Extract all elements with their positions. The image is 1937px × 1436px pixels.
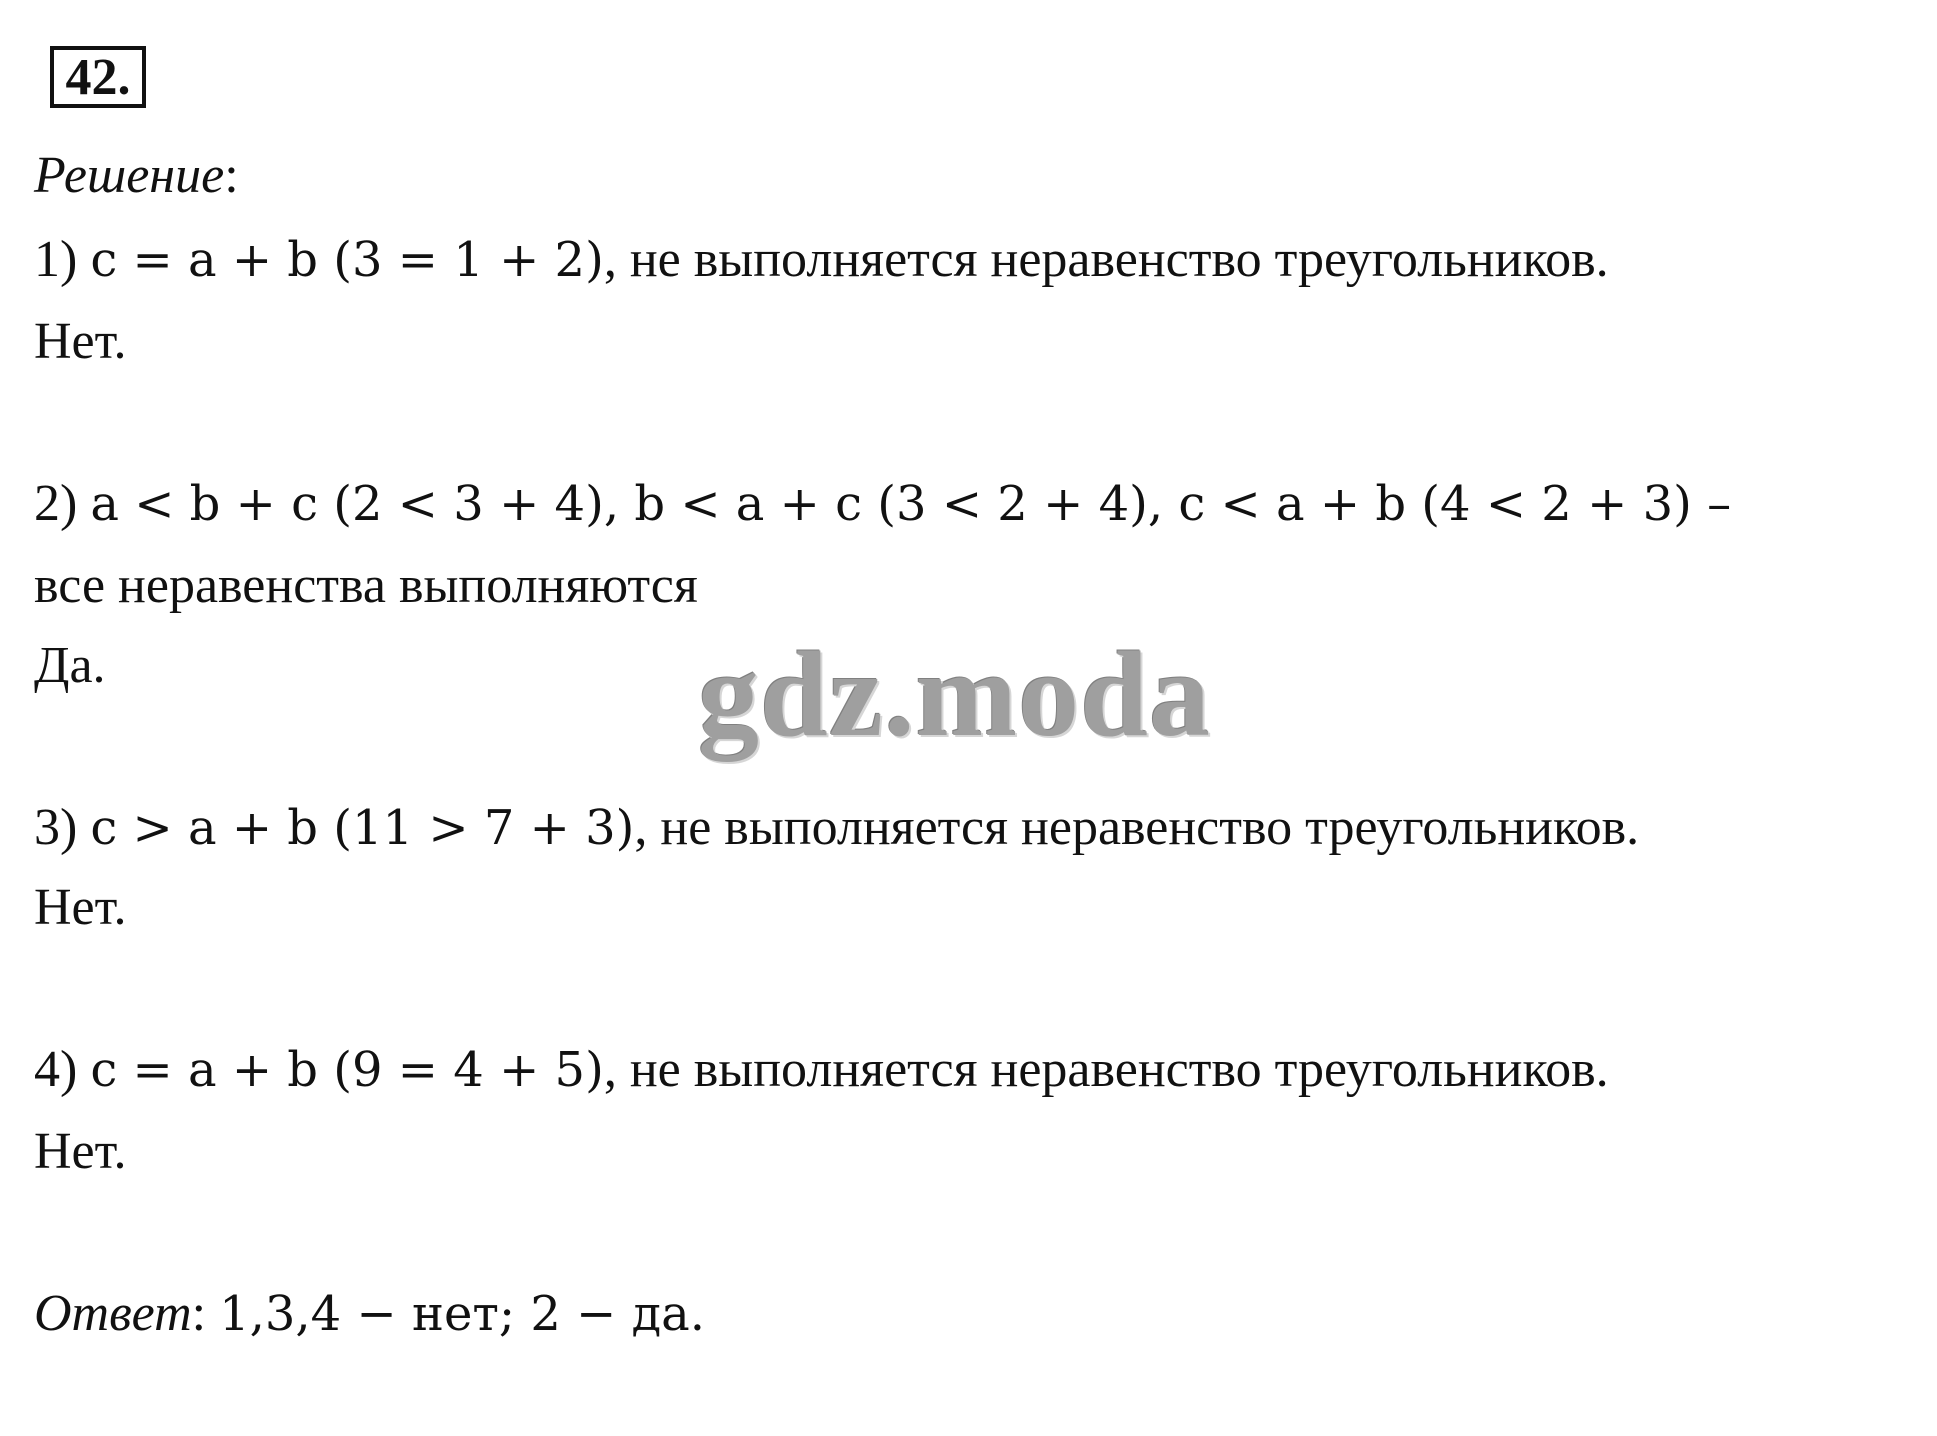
answer-label: Ответ — [34, 1285, 192, 1342]
item-4-math: c = a + b (9 = 4 + 5) — [90, 1042, 604, 1098]
item-2-prefix: 2) — [34, 475, 91, 532]
solution-label: Решение — [34, 147, 225, 204]
answer-colon: : — [191, 1285, 207, 1342]
task-number: 42. — [50, 46, 146, 108]
solution-colon: : — [224, 147, 239, 204]
answer-line — [34, 1284, 705, 1344]
answer-text: 1,3,4 − нет; 2 − да. — [219, 1286, 706, 1342]
item-3-statement — [34, 798, 1639, 858]
item-1-verdict: Нет. — [34, 313, 127, 370]
item-3-verdict: Нет. — [34, 879, 127, 936]
item-1-math: c = a + b (3 = 1 + 2) — [90, 232, 604, 288]
item-2-text: все неравенства выполняются — [34, 557, 698, 614]
item-3-text: , не выполняется неравенство треугольников. — [634, 799, 1640, 856]
item-1-statement — [34, 230, 1609, 290]
item-1-text: , не выполняется неравенство треугольников. — [603, 231, 1609, 288]
item-2-math: a < b + c (2 < 3 + 4), b < a + c (3 < 2 + 4), c < a + b (4 < 2 + 3) – — [90, 476, 1732, 532]
item-3-math: c > a + b (11 > 7 + 3) — [90, 800, 635, 856]
item-4-statement — [34, 1040, 1609, 1100]
item-4-text: , не выполняется неравенство треугольников. — [603, 1041, 1609, 1098]
solution-heading — [34, 146, 239, 206]
watermark-logo: gdz.moda — [698, 627, 1211, 762]
item-1-prefix: 1) — [34, 231, 91, 288]
item-2-verdict: Да. — [34, 637, 106, 694]
item-4-verdict: Нет. — [34, 1123, 127, 1180]
item-3-prefix: 3) — [34, 799, 91, 856]
item-2-statement — [34, 474, 1731, 534]
item-4-prefix: 4) — [34, 1041, 91, 1098]
